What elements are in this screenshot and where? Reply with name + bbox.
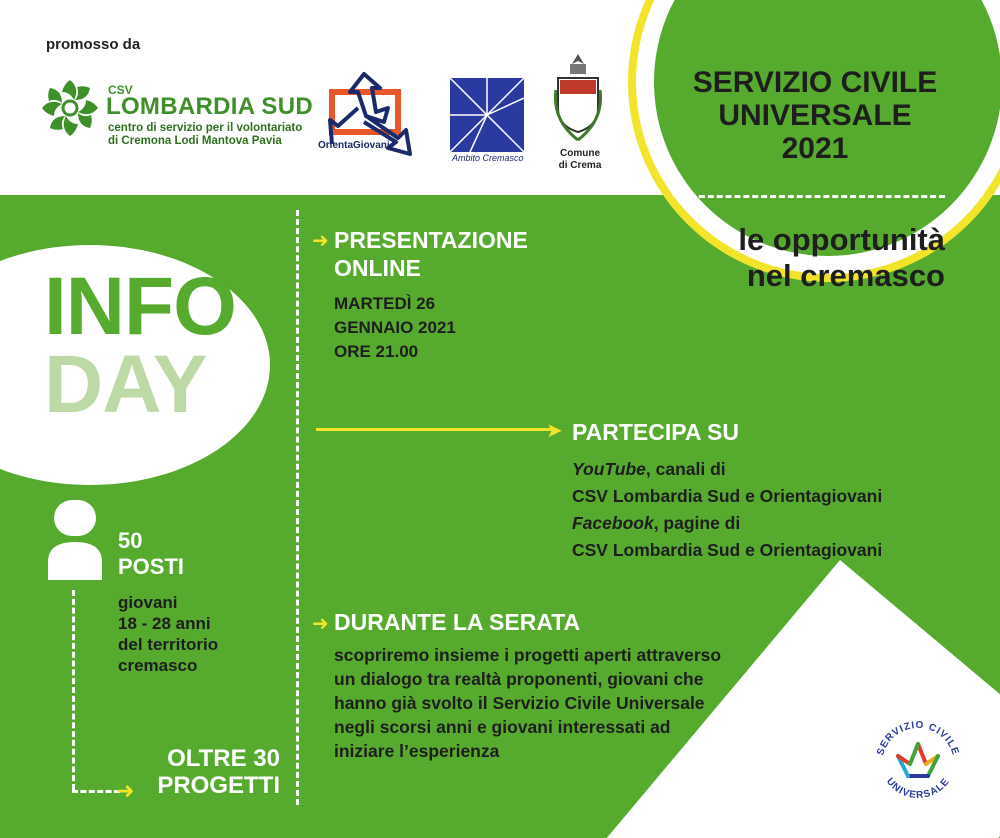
promoted-by-label: promosso da [46,36,141,53]
presentazione-title [334,226,528,282]
serata-line-4: negli scorsi anni e giovani interessati ad [334,717,671,737]
yellow-connector-line [316,428,554,431]
csv-swirl-icon [40,78,100,138]
hero-title-line-1: SERVIZIO CIVILE [692,66,938,99]
day-heading: DAY [44,339,207,430]
serata-title: DURANTE LA SERATA [334,609,581,635]
presentazione-time: ORE 21.00 [334,342,419,361]
crema-label-line-2: di Crema [558,160,602,171]
partecipa-youtube-line [572,456,882,483]
arrow-right-icon: ➜ [312,230,329,252]
arrow-right-icon: ➜ [116,778,135,803]
youtube-label: YouTube [572,459,646,479]
partecipa-youtube-channels: CSV Lombardia Sud e Orientagiovani [572,486,883,506]
facebook-rest: , pagine di [653,513,741,533]
serata-description [334,643,721,763]
csv-description [108,122,302,148]
arrow-right-icon: ➜ [312,613,329,635]
youtube-rest: , canali di [645,459,726,479]
ambito-cremasco-logo-icon [450,78,524,152]
hero-divider [690,195,945,198]
posti-description [118,592,218,676]
orientagiovani-label: OrientaGiovani [318,140,390,151]
posti-desc-line-4: cremasco [118,656,198,675]
hero-subtitle [620,222,945,294]
hero-subtitle-line-2: nel cremasco [746,258,945,293]
progetti-line-1: OLTRE 30 [167,745,280,772]
scu-logo-top-text: SERVIZIO CIVILE [875,719,961,757]
posti-label: POSTI [118,554,185,579]
progetti-count [130,745,280,799]
serata-line-1: scopriremo insieme i progetti aperti attraverso [334,645,722,665]
servizio-civile-universale-logo-icon [868,712,968,812]
progetti-line-2: PROGETTI [157,772,280,799]
hero-title [660,66,970,165]
presentazione-date-2: GENNAIO 2021 [334,318,456,337]
serata-line-3: hanno già svolto il Servizio Civile Universale [334,693,705,713]
scu-logo-bottom-text: UNIVERSALE [883,776,953,802]
partecipa-facebook-pages: CSV Lombardia Sud e Orientagiovani [572,540,883,560]
crema-label [552,148,608,172]
hero-subtitle-line-1: le opportunità [738,222,945,257]
posti-desc-line-3: del territorio [118,635,219,654]
presentazione-title-line-1: PRESENTAZIONE [334,227,528,253]
partecipa-facebook-line [572,510,882,537]
csv-label: CSV [108,83,133,97]
hero-title-line-3: 2021 [781,132,849,165]
posti-desc-line-2: 18 - 28 anni [118,614,211,633]
posti-number: 50 [118,528,143,553]
partecipa-title: PARTECIPA SU [572,419,739,445]
posti-count [118,528,184,580]
left-dashed-connector [72,790,120,793]
svg-text:UNIVERSALE [884,776,952,801]
presentazione-date-1: MARTEDÌ 26 [334,294,436,313]
serata-line-2: un dialogo tra realtà proponenti, giovani che [334,669,704,689]
left-dashed-line [72,590,75,790]
presentazione-title-line-2: ONLINE [334,255,421,281]
ambito-cremasco-label: Ambito Cremasco [452,153,524,163]
arrow-right-icon: ➤ [546,420,563,442]
partecipa-details [572,456,882,564]
crema-coat-of-arms-icon [552,50,604,144]
presentazione-details [334,292,456,364]
posti-desc-line-1: giovani [118,593,178,612]
facebook-label: Facebook [572,513,654,533]
hero-title-line-2: UNIVERSALE [718,99,912,132]
csv-name: LOMBARDIA SUD [106,93,313,120]
person-icon [46,500,104,580]
serata-line-5: iniziare l’esperienza [334,741,500,761]
csv-description-line-2: di Cremona Lodi Mantova Pavia [108,135,282,147]
svg-text:SERVIZIO CIVILE [875,720,961,757]
info-heading: INFO [44,261,236,352]
center-dashed-divider [296,210,299,805]
crema-label-line-1: Comune [560,148,600,159]
csv-description-line-1: centro di servizio per il volontariato [108,122,303,134]
